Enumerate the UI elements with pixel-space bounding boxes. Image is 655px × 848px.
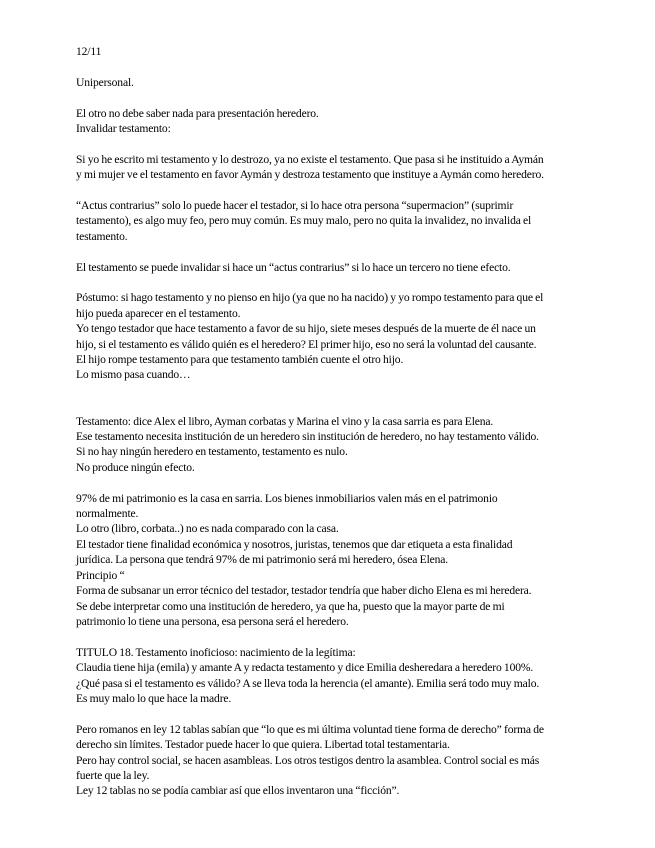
paragraph (76, 152, 579, 183)
paragraph (76, 414, 579, 476)
document-date: 12/11 (76, 45, 102, 58)
paragraph (76, 260, 579, 275)
paragraph (76, 491, 579, 630)
text-line: El testador tiene finalidad económica y nosotros, juristas, tenemos que dar etiqueta a esta finalidad (76, 537, 513, 551)
text-line: Yo tengo testador que hace testamento a favor de su hijo, siete meses después de la muerte de él nace un (76, 322, 536, 336)
text-line: jurídica. La persona que tendrá 97% de mi patrimonio será mi heredero, ósea Elena. (76, 553, 449, 567)
text-line: Claudia tiene hija (emila) y amante A y redacta testamento y dice Emilia desheredara a heredero 100%. (76, 661, 534, 675)
text-line: El testamento se puede invalidar si hace un “actus contrarius” si lo hace un tercero no tiene efecto. (76, 260, 511, 274)
text-line: Lo otro (libro, corbata..) no es nada comparado con la casa. (76, 522, 339, 536)
text-line: ¿Qué pasa si el testamento es válido? A se lleva toda la herencia (el amante). Emilia será todo muy malo. (76, 676, 540, 690)
text-line: El otro no debe saber nada para presentación heredero. (76, 106, 319, 120)
text-line: Si no hay ningún heredero en testamento, testamento es nulo. (76, 445, 348, 459)
text-line: Lo mismo pasa cuando… (76, 368, 191, 382)
text-line: hijo pueda aparecer en el testamento. (76, 306, 241, 320)
paragraph (76, 722, 579, 799)
text-line: testamento), es algo muy feo, pero muy común. Es muy malo, pero no quita la invalidez, no invalida el (76, 214, 532, 228)
text-line: Ese testamento necesita institución de un heredero sin institución de heredero, no hay testamento válido. (76, 430, 539, 444)
text-line: Ley 12 tablas no se podía cambiar así que ellos inventaron una “ficción”. (76, 784, 400, 798)
text-line: derecho sin límites. Testador puede hacer lo que quiera. Libertad total testamentaria. (76, 738, 450, 752)
text-line: Testamento: dice Alex el libro, Ayman corbatas y Marina el vino y la casa sarria es para Elena. (76, 414, 494, 428)
text-line: normalmente. (76, 507, 139, 521)
text-line: y mi mujer ve el testamento en favor Aymán y destroza testamento que instituye a Aymán como heredero. (76, 168, 544, 182)
text-line: Pero hay control social, se hacen asambleas. Los otros testigos dentro la asamblea. Control social es más (76, 753, 540, 767)
text-line: hijo, si el testamento es válido quién es el heredero? El primer hijo, eso no será la voluntad del causante. (76, 337, 537, 351)
text-line: “Actus contrarius” solo lo puede hacer el testador, si lo hace otra persona “supermacion” (suprimir (76, 199, 514, 212)
text-line: El hijo rompe testamento para que testamento también cuente el otro hijo. (76, 353, 404, 367)
text-line: Forma de subsanar un error técnico del testador, testador tendría que haber dicho Elena es mi heredera. (76, 584, 532, 598)
paragraph (76, 290, 579, 382)
text-line: Principio “ (76, 568, 125, 582)
text-line: Póstumo: si hago testamento y no pienso en hijo (ya que no ha nacido) y yo rompo testamento para que el (76, 291, 544, 305)
paragraph (76, 198, 579, 244)
text-line: patrimonio lo tiene una persona, esa persona será el heredero. (76, 614, 349, 628)
document-heading: Unipersonal. (76, 75, 134, 89)
text-line: 97% de mi patrimonio es la casa en sarria. Los bienes inmobiliarios valen más en el patrimonio (76, 491, 498, 505)
paragraph (76, 106, 579, 137)
document-body (76, 106, 579, 799)
paragraph (76, 645, 579, 707)
text-line: TITULO 18. Testamento inoficioso: nacimiento de la legítima: (76, 645, 356, 659)
text-line: Es muy malo lo que hace la madre. (76, 691, 232, 705)
text-line: Invalidar testamento: (76, 122, 171, 135)
text-line: fuerte que la ley. (76, 768, 150, 782)
text-line: No produce ningún efecto. (76, 460, 195, 474)
text-line: Se debe interpretar como una institución de heredero, ya que ha, puesto que la mayor parte de mi (76, 599, 505, 613)
text-line: Si yo he escrito mi testamento y lo destrozo, ya no existe el testamento. Que pasa si he instituido a Aymán (76, 152, 544, 166)
text-line: testamento. (76, 229, 128, 243)
text-line: Pero romanos en ley 12 tablas sabían que “lo que es mi última voluntad tiene forma de derecho” forma de (76, 722, 544, 736)
